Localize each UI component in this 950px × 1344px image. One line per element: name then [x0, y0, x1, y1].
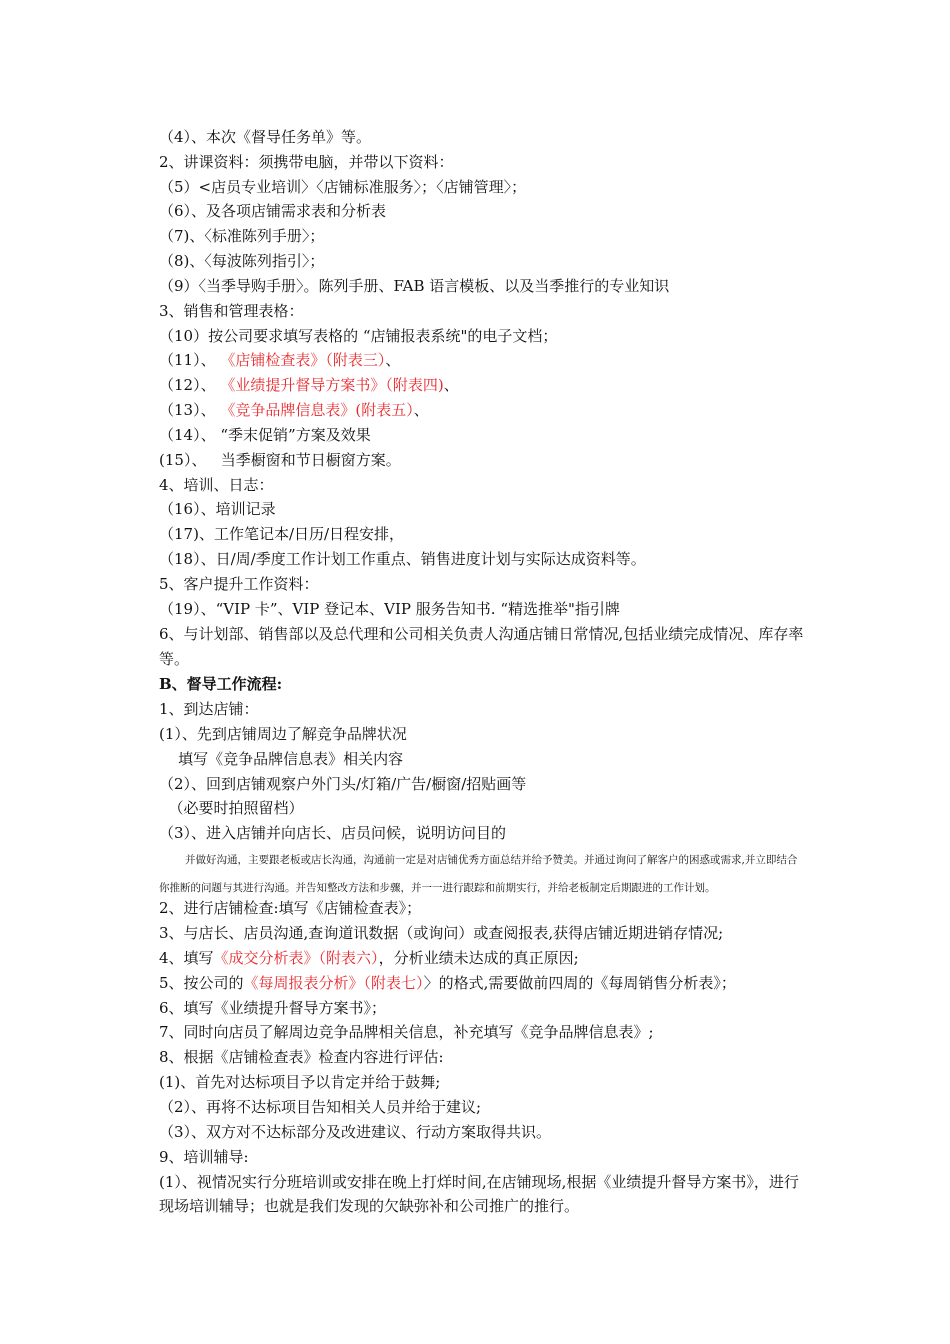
line-text: （8)、〈每波陈列指引〉； — [159, 252, 325, 270]
document-line — [159, 1022, 654, 1042]
document-line — [159, 350, 400, 370]
document-line — [159, 400, 429, 420]
line-text: （7)、〈标准陈列手册〉； — [159, 227, 325, 245]
highlighted-reference: 《店铺检查表》（附表三） — [220, 351, 386, 369]
document-line — [159, 450, 401, 470]
line-text: ，分析业绩未达成的真正原因; — [378, 949, 579, 967]
document-line — [159, 524, 404, 544]
document-line — [159, 749, 403, 769]
document-line — [159, 375, 459, 395]
line-text: （14）、 “季末促销”方案及效果 — [159, 426, 371, 444]
document-line — [159, 1147, 249, 1167]
line-text: 、 — [443, 376, 459, 394]
document-line — [159, 599, 620, 619]
document-line — [159, 301, 304, 321]
line-text: 并做好沟通，主要跟老板或店长沟通，沟通前一定是对店铺优秀方面总结并给予赞美。并通过询问了解客户的困惑或需求,并立即结合 — [185, 854, 798, 866]
document-line — [159, 898, 421, 918]
highlighted-reference: 《每周报表分析》（附表七） — [243, 974, 424, 992]
document-line — [159, 1122, 551, 1142]
line-text: 6、填写《业绩提升督导方案书》； — [159, 999, 387, 1017]
document-line — [159, 973, 736, 993]
document-line — [159, 574, 319, 594]
document-line — [159, 499, 276, 519]
document-line — [159, 1072, 440, 1092]
line-text: 6、与计划部、销售部以及总代理和公司相关负责人沟通店铺日常情况,包括业绩完成情况、库存率 — [159, 625, 804, 643]
line-text: （4）、本次《督导任务单》等。 — [159, 128, 372, 146]
line-text: 等。 — [159, 650, 190, 668]
line-text: （2）、再将不达标项目告知相关人员并给于建议; — [159, 1098, 482, 1116]
line-text: （13）、 — [159, 401, 221, 419]
line-text: 8、根据《店铺检查表》检查内容进行评估: — [159, 1048, 444, 1066]
line-text: （18）、日/周/季度工作计划工作重点、销售进度计划与实际达成资料等。 — [159, 550, 646, 568]
line-text: 4、填写 — [159, 949, 214, 967]
document-line — [159, 152, 454, 172]
line-text: （10）按公司要求填写表格的 “店铺报表系统"的电子文档； — [159, 327, 558, 345]
line-text: 、 — [385, 351, 401, 369]
line-text: （9）〈当季导购手册〉。陈列手册、FAB 语言模板、以及当季推行的专业知识 — [159, 277, 670, 295]
document-line — [159, 276, 669, 296]
line-text: 填写《竞争品牌信息表》相关内容 — [159, 750, 404, 768]
document-line — [185, 848, 797, 868]
line-text: 3、销售和管理表格： — [159, 302, 304, 320]
document-line — [159, 326, 557, 346]
document-line — [159, 251, 324, 271]
highlighted-reference: 《业绩提升督导方案书》（附表四) — [220, 376, 444, 394]
document-line — [159, 425, 371, 445]
line-text: (15）、 当季橱窗和节日橱窗方案。 — [159, 451, 401, 469]
document-line — [159, 1172, 799, 1192]
document-line — [159, 998, 386, 1018]
line-text: 3、与店长、店员沟通,查询道讯数据（或询问）或查阅报表,获得店铺近期进销存情况; — [159, 924, 724, 942]
document-line — [159, 774, 526, 794]
line-text: （17)、工作笔记本/日历/日程安排， — [159, 525, 405, 543]
line-text: （3）、进入店铺并向店长、店员问候，说明访问目的 — [159, 824, 507, 842]
document-line — [159, 1097, 481, 1117]
line-text: 〉的格式,需要做前四周的《每周销售分析表》； — [423, 974, 736, 992]
document-line — [159, 798, 304, 818]
document-line — [159, 1047, 444, 1067]
document-line — [159, 923, 723, 943]
document-line — [159, 699, 259, 719]
line-text: 2、讲课资料：须携带电脑，并带以下资料： — [159, 153, 454, 171]
line-text: 现场培训辅导；也就是我们发现的欠缺弥补和公司推广的推行。 — [159, 1197, 580, 1215]
document-line — [159, 475, 274, 495]
line-text: 你推断的问题与其进行沟通。并告知整改方法和步骤，并一一进行跟踪和前期实行，并给老板制定后期跟进的工作计划。 — [159, 882, 716, 894]
line-text: 7、同时向店员了解周边竞争品牌相关信息，补充填写《竞争品牌信息表》; — [159, 1023, 654, 1041]
line-text: 1、到达店铺： — [159, 700, 259, 718]
line-text: （6）、及各项店铺需求表和分析表 — [159, 202, 387, 220]
document-line — [159, 624, 803, 644]
document-line — [159, 549, 646, 569]
line-text: 5、客户提升工作资料： — [159, 575, 319, 593]
line-text: 4、培训、日志： — [159, 476, 274, 494]
document-line — [159, 674, 282, 694]
document-line — [159, 948, 579, 968]
highlighted-reference: 《竞争品牌信息表》(附表五） — [220, 401, 414, 419]
line-text: (1）、视情况实行分班培训或安排在晚上打烊时间,在店铺现场,根据《业绩提升督导方案书》，进行 — [159, 1173, 799, 1191]
line-text: (1）、先到店铺周边了解竞争品牌状况 — [159, 725, 407, 743]
line-text: 、 — [413, 401, 429, 419]
line-text: （11）、 — [159, 351, 221, 369]
document-line — [159, 649, 189, 669]
line-text: 9、培训辅导: — [159, 1148, 249, 1166]
document-line — [159, 201, 386, 221]
document-line — [159, 127, 371, 147]
document-line — [159, 177, 526, 197]
highlighted-reference: 《成交分析表》（附表六） — [213, 949, 379, 967]
document-line — [159, 1196, 579, 1216]
document-line — [159, 226, 324, 246]
line-text: (1)、首先对达标项目予以肯定并给于鼓舞; — [159, 1073, 441, 1091]
line-text: B、督导工作流程: — [159, 675, 283, 693]
line-text: （3）、双方对不达标部分及改进建议、行动方案取得共识。 — [159, 1123, 552, 1141]
line-text: （必要时拍照留档） — [159, 799, 304, 817]
line-text: 2、进行店铺检查:填写《店铺检查表》； — [159, 899, 422, 917]
document-line — [159, 876, 716, 896]
line-text: （12）、 — [159, 376, 221, 394]
line-text: （5）<店员专业培训〉〈店铺标准服务〉；〈店铺管理〉； — [159, 178, 527, 196]
line-text: 5、按公司的 — [159, 974, 244, 992]
line-text: （16）、培训记录 — [159, 500, 276, 518]
line-text: （19）、“VIP 卡”、VIP 登记本、VIP 服务告知书. “精选推举"指引牌 — [159, 600, 620, 618]
document-line — [159, 823, 506, 843]
line-text: （2）、回到店铺观察户外门头/灯箱/广告/橱窗/招贴画等 — [159, 775, 527, 793]
document-line — [159, 724, 407, 744]
